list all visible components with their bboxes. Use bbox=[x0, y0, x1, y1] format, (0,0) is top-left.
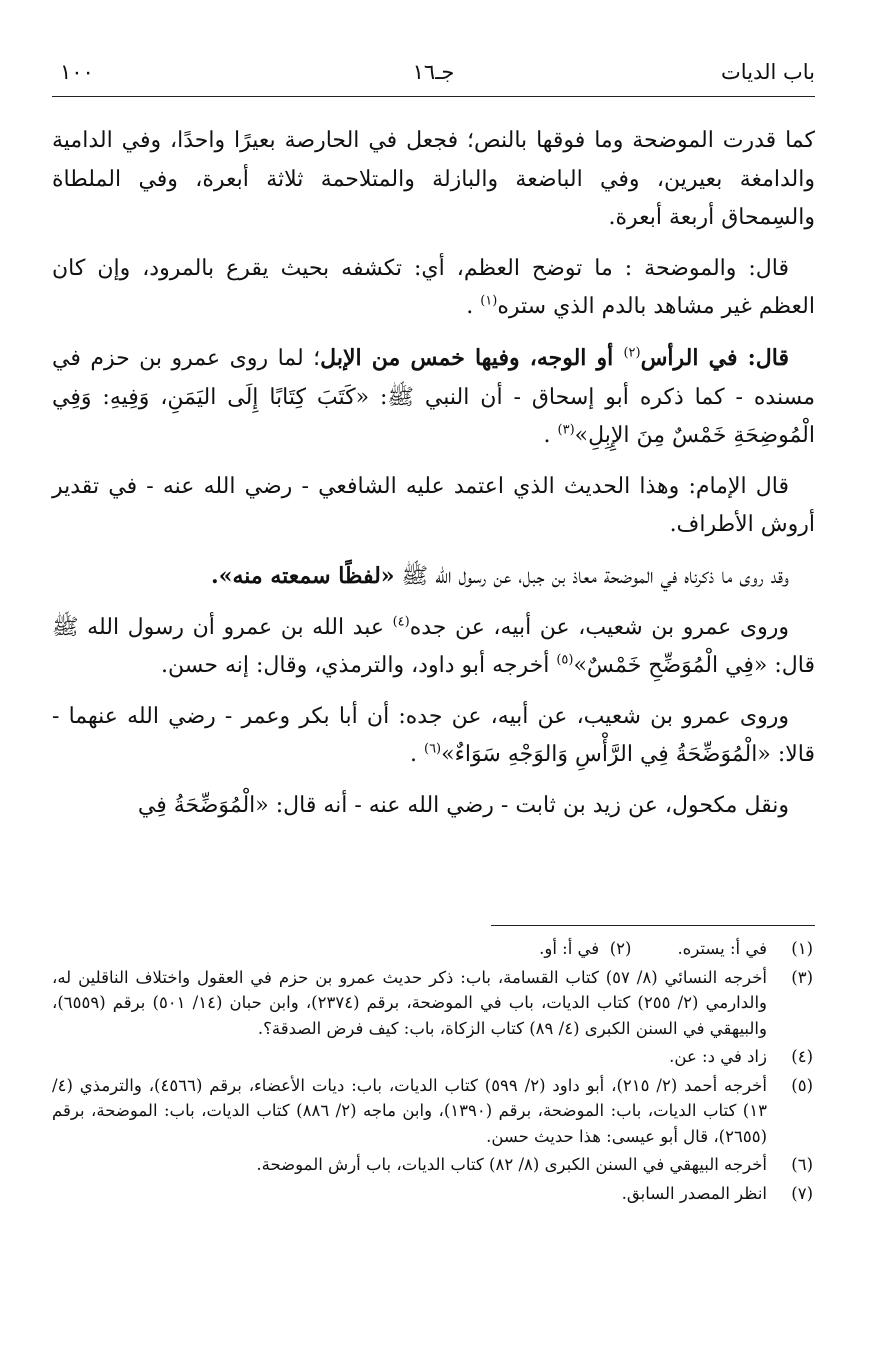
running-header bbox=[52, 58, 815, 92]
footnote-6: (٦) أخرجه البيهقي في السنن الكبرى (٨/ ٨٢) كتاب الديات، باب أرش الموضحة. bbox=[256, 1155, 813, 1174]
footnote-3: (٣) أخرجه النسائي (٨/ ٥٧) كتاب القسامة، باب: ذكر حديث عمرو بن حزم في العقول واختلاف الناقلين له، والدارمي (٢/ ٢٥٥) كتاب الديات، باب في الموضحة، برقم (٢٣٧٤)، وابن حبان (١٤/ ٥٠١) برقم (٦٥٥٩)، والبيهقي في السنن الكبرى (٤/ ٨٩) كتاب الزكاة، باب: كيف فرض الصدقة؟. bbox=[52, 967, 813, 1038]
main-text bbox=[52, 122, 815, 838]
footnote-ref-1: (١) bbox=[480, 294, 498, 310]
chapter-title: باب الديات bbox=[721, 60, 815, 84]
footnote-ref-5: (٥) bbox=[556, 652, 574, 668]
footnote-5: (٥) أخرجه أحمد (٢/ ٢١٥)، أبو داود (٢/ ٥٩٩) كتاب الديات، باب: ديات الأعضاء، برقم (٤٥٦٦)، والترمذي (٤/ ١٣) كتاب الديات، باب: الموضحة، برقم (١٣٩٠)، وابن ماجه (٢/ ٨٨٦) كتاب الديات، باب: الموضحة، برقم (٢٦٥٥)، قال أبو عيسى: هذا حديث حسن. bbox=[52, 1075, 813, 1146]
paragraph-5: وقد روى ما ذكرناه في الموضحة معاذ بن جبل، عن رسول الله ﷺ «لفظًا سمعته منه». bbox=[211, 562, 789, 589]
header-rule bbox=[52, 96, 815, 97]
book-page bbox=[52, 0, 815, 1369]
paragraph-3: قال: في الرأس$^{(٢)}$ أو الوجه، وفيها خمس من الإبل؛ لما روى عمرو بن حزم في مسنده - كما ذكره أبو إسحاق - أن النبي ﷺ: «كَتَبَ كِتَابًا إِلَى اليَمَنِ، وَفِيهِ: وَفِي الْمُوضِحَةِ خَمْسٌ مِنَ الإِبِلِ»$^{(٣)}$ . bbox=[52, 344, 815, 449]
footnote-ref-3: (٣) bbox=[557, 422, 575, 438]
footnote-ref-2: (٢) bbox=[623, 345, 641, 361]
paragraph-1: كما قدرت الموضحة وما فوقها بالنص؛ فجعل في الحارصة بعيرًا واحدًا، وفي الدامية والدامغة بعيرين، وفي الباضعة والبازلة والمتلاحمة ثلاثة أبعرة، وفي الملطاة والسِمحاق أربعة أبعرة. bbox=[52, 128, 815, 231]
footnote-1-2: (١) في أ: يستره.(٢) في أ: أو. bbox=[539, 939, 813, 958]
volume-label: جـ١٦ bbox=[412, 60, 455, 84]
paragraph-4: قال الإمام: وهذا الحديث الذي اعتمد عليه الشافعي - رضي الله عنه - في تقدير أروش الأطراف. bbox=[52, 473, 815, 538]
footnotes bbox=[52, 936, 815, 1209]
paragraph-6: وروى عمرو بن شعيب، عن أبيه، عن جده$^{(٤)}$ عبد الله بن عمرو أن رسول الله ﷺ قال: «فِي الْمُوَضِّحِ خَمْسٌ»$^{(٥)}$ أخرجه أبو داود، والترمذي، وقال: إنه حسن. bbox=[52, 614, 815, 679]
footnote-4: (٤) زاد في د: عن. bbox=[669, 1047, 813, 1066]
footnote-ref-6: (٦) bbox=[423, 741, 442, 757]
page-number: ١٠٠ bbox=[60, 60, 94, 84]
footnote-rule bbox=[491, 925, 815, 926]
paragraph-2: قال: والموضحة : ما توضح العظم، أي: تكشفه بحيث يقرع بالمرود، وإن كان العظم غير مشاهد بالدم الذي ستره$^{(١)}$ . bbox=[52, 255, 815, 320]
paragraph-8: ونقل مكحول، عن زيد بن ثابت - رضي الله عنه - أنه قال: «الْمُوَضِّحَةُ فِي bbox=[137, 792, 789, 818]
paragraph-7: وروى عمرو بن شعيب، عن أبيه، عن جده: أن أبا بكر وعمر - رضي الله عنهما - قالا: «الْمُوَضِّحَةُ فِي الرَّأْسِ وَالوَجْهِ سَوَاءٌ»$^{(٦)}$ . bbox=[52, 703, 815, 768]
footnote-ref-4: (٤) bbox=[392, 614, 410, 630]
footnote-7: (٧) انظر المصدر السابق. bbox=[621, 1183, 813, 1203]
